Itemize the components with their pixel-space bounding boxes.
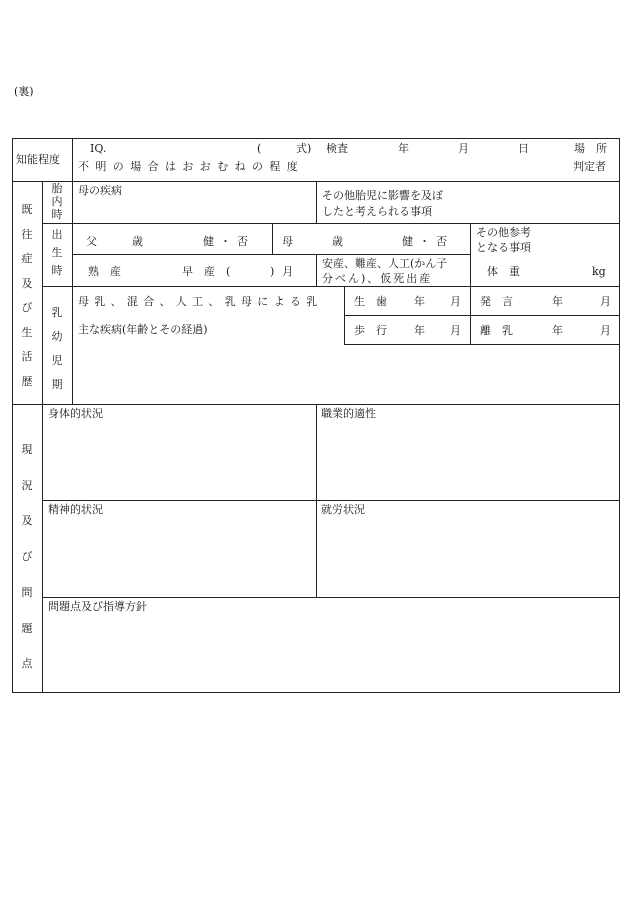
employment-status-label: 就労状況: [321, 503, 365, 516]
year-label: 年: [398, 142, 409, 155]
divider: [42, 500, 620, 501]
kg-label: kg: [592, 265, 606, 278]
physical-status-label: 身体的状況: [48, 407, 103, 420]
premature-label: 早 産 (: [182, 265, 231, 278]
current-side-label: 現 況 及 び 問 題 点: [21, 443, 33, 671]
divider: [42, 181, 43, 693]
divider: [470, 223, 471, 286]
father-age-label: 歳: [132, 235, 143, 248]
divider: [72, 181, 73, 404]
divider: [316, 181, 317, 223]
divider: [316, 404, 317, 597]
teeth-month: 月: [450, 295, 461, 308]
full-term-label: 熟 産: [88, 265, 121, 278]
fetal-other-line1: その他胎児に影響を及ぼ: [322, 189, 443, 202]
mother-age-label: 歳: [332, 235, 343, 248]
infancy-period-label: 乳 幼 児 期: [51, 306, 63, 391]
walking-label: 歩 行: [354, 324, 387, 337]
mother-illness-label: 母の疾病: [78, 184, 122, 197]
divider: [344, 286, 345, 344]
mental-status-label: 精神的状況: [48, 503, 103, 516]
intelligence-header: 知能程度: [16, 153, 60, 166]
divider: [344, 344, 620, 345]
divider: [42, 223, 620, 224]
main-illness-label: 主な疾病(年齢とその経過): [78, 323, 208, 336]
divider: [72, 138, 73, 181]
divider: [316, 254, 317, 286]
walking-month: 月: [450, 324, 461, 337]
fetal-other-line2: したと考えられる事項: [322, 205, 432, 218]
weaning-label: 離 乳: [480, 324, 513, 337]
speech-label: 発 言: [480, 295, 513, 308]
kensa-label: 検査: [326, 142, 348, 155]
divider: [344, 315, 620, 316]
divider: [42, 286, 620, 287]
other-ref-line1: その他参考: [476, 226, 531, 239]
walking-year: 年: [414, 324, 425, 337]
day-label: 日: [518, 142, 529, 155]
teeth-year: 年: [414, 295, 425, 308]
place-label: 場 所: [574, 142, 607, 155]
month-label: 月: [458, 142, 469, 155]
premature-month-label: )月: [270, 265, 302, 278]
vocational-aptitude-label: 職業的適性: [321, 407, 376, 420]
shiki-label: 式): [296, 142, 312, 155]
delivery-line2: 分べん)、仮死出産: [322, 272, 433, 285]
mother-health-label: 健・否: [402, 235, 453, 248]
weaning-year: 年: [552, 324, 563, 337]
other-ref-line2: となる事項: [476, 241, 531, 254]
teeth-label: 生 歯: [354, 295, 387, 308]
mother-label: 母: [282, 235, 293, 248]
speech-month: 月: [600, 295, 611, 308]
milk-label: 母乳、混合、人工、乳母による乳: [78, 295, 323, 308]
speech-year: 年: [552, 295, 563, 308]
father-label: 父: [86, 235, 97, 248]
weaning-month: 月: [600, 324, 611, 337]
birth-period-label: 出 生 時: [51, 228, 63, 277]
unknown-degree-label: 不明の場合はおおむねの程度: [78, 160, 305, 173]
father-health-label: 健・否: [203, 235, 254, 248]
fetal-period-label: 胎 内 時: [51, 182, 63, 221]
iq-label: IQ.: [90, 142, 107, 155]
weight-label: 体 重: [487, 265, 520, 278]
divider: [42, 597, 620, 598]
problems-guidance-label: 問題点及び指導方針: [48, 600, 147, 613]
page-side-label: (裏): [14, 85, 34, 98]
shiki-open: (: [257, 142, 262, 155]
divider: [272, 223, 273, 254]
history-side-label: 既 往 症 及 び 生 活 歴: [21, 203, 33, 388]
judge-label: 判定者: [573, 160, 606, 173]
delivery-line1: 安産、難産、人工(かん子: [322, 257, 448, 270]
divider: [470, 286, 471, 344]
divider: [72, 254, 470, 255]
